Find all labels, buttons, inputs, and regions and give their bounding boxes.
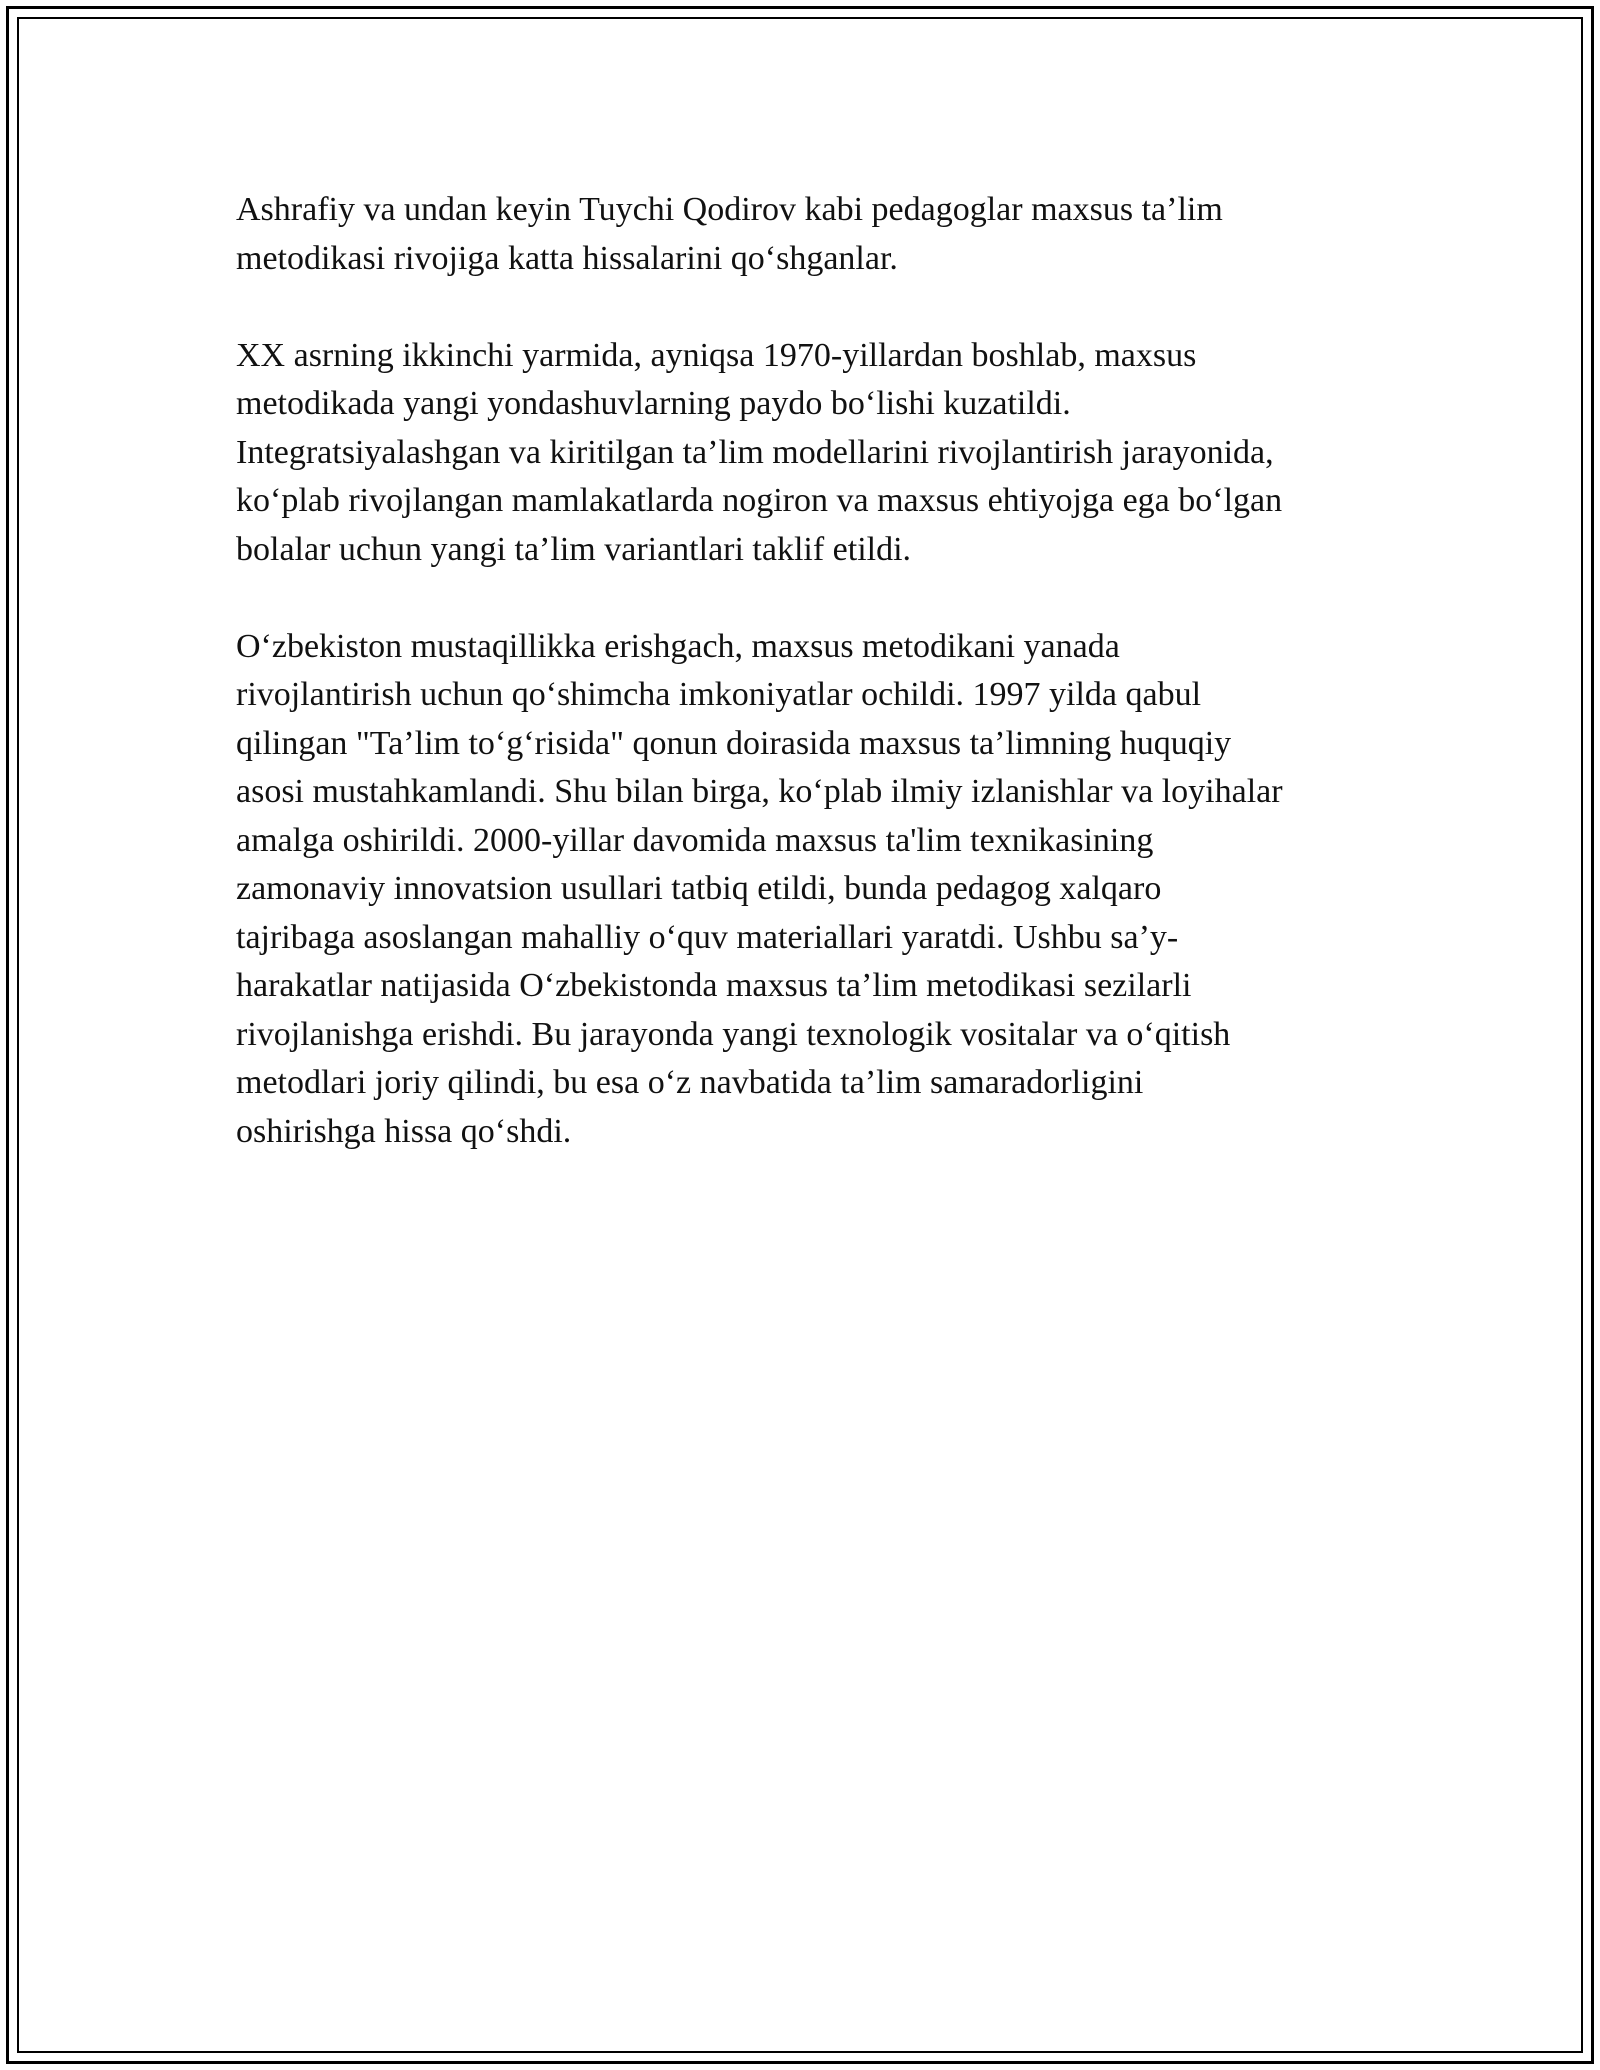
document-body	[236, 186, 1384, 1205]
line: bolalar uchun yangi ta’lim variantlari taklif etildi.	[236, 530, 912, 568]
line: asosi mustahkamlandi. Shu bilan birga, ko‘plab ilmiy izlanishlar va loyihalar	[236, 773, 1283, 810]
paragraph-2	[236, 332, 1384, 575]
line: oshirishga hissa qo‘shdi.	[236, 1112, 572, 1150]
line: ko‘plab rivojlangan mamlakatlarda nogiron va maxsus ehtiyojga ega bo‘lgan	[236, 482, 1283, 519]
line: harakatlar natijasida O‘zbekistonda maxsus ta’lim metodikasi sezilarli	[236, 967, 1192, 1004]
line: metodikada yangi yondashuvlarning paydo bo‘lishi kuzatildi.	[236, 385, 1071, 422]
line: rivojlantirish uchun qo‘shimcha imkoniyatlar ochildi. 1997 yilda qabul	[236, 676, 1202, 713]
line: metodikasi rivojiga katta hissalarini qo‘shganlar.	[236, 239, 898, 277]
line: metodlari joriy qilindi, bu esa o‘z navbatida ta’lim samaradorligini	[236, 1064, 1144, 1101]
line: qilingan "Ta’lim to‘g‘risida" qonun doirasida maxsus ta’limning huquqiy	[236, 724, 1232, 762]
line: Ashrafiy va undan keyin Tuychi Qodirov kabi pedagoglar maxsus ta’lim	[236, 191, 1223, 228]
line: Integratsiyalashgan va kiritilgan ta’lim modellarini rivojlantirish jarayonida,	[236, 433, 1274, 471]
paragraph-1	[236, 186, 1384, 283]
line: amalga oshirildi. 2000-yillar davomida maxsus ta'lim texnikasining	[236, 821, 1154, 859]
paragraph-3	[236, 623, 1384, 1157]
line: zamonaviy innovatsion usullari tatbiq etildi, bunda pedagog xalqaro	[236, 870, 1162, 907]
line: rivojlanishga erishdi. Bu jarayonda yangi texnologik vositalar va o‘qitish	[236, 1015, 1231, 1053]
line: XX asrning ikkinchi yarmida, ayniqsa 1970-yillardan boshlab, maxsus	[236, 336, 1197, 374]
line: O‘zbekiston mustaqillikka erishgach, maxsus metodikani yanada	[236, 627, 1120, 665]
line: tajribaga asoslangan mahalliy o‘quv materiallari yaratdi. Ushbu sa’y-	[236, 918, 1179, 956]
